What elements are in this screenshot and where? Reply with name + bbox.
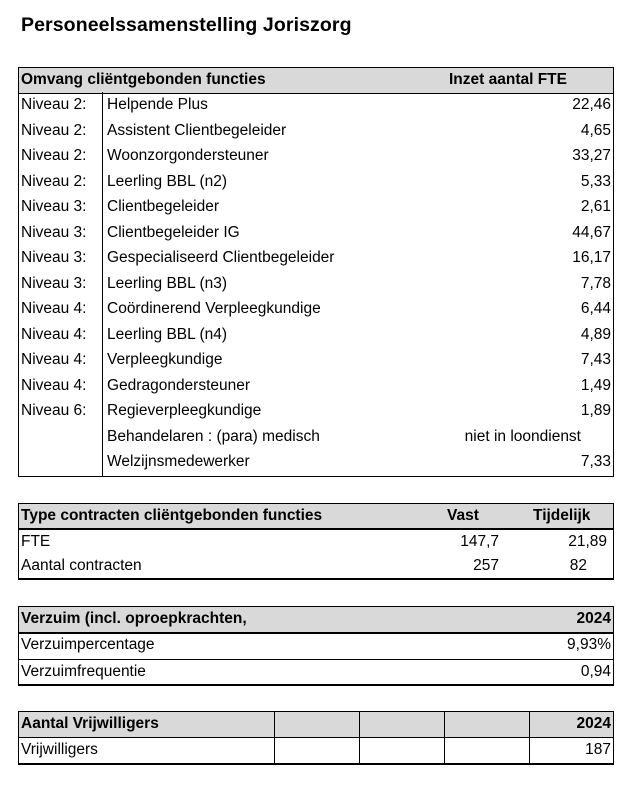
table-row bbox=[19, 373, 613, 399]
function-cell: Leerling BBL (n4) bbox=[107, 325, 228, 343]
level-cell: Niveau 2: bbox=[21, 96, 87, 113]
level-cell: Niveau 3: bbox=[21, 223, 87, 241]
table-row bbox=[19, 245, 613, 271]
table-row bbox=[19, 322, 613, 348]
volunteers-row-value: 187 bbox=[585, 741, 611, 758]
absenteeism-table-header bbox=[18, 606, 614, 634]
fte-cell: 7,43 bbox=[580, 351, 611, 368]
contract-vast-value: 147,7 bbox=[460, 533, 499, 550]
contract-tijdelijk-value: 82 bbox=[569, 557, 587, 574]
contract-table-header bbox=[18, 503, 614, 530]
table-row bbox=[19, 449, 613, 475]
contract-types-table bbox=[18, 503, 614, 580]
function-cell: Assistent Clientbegeleider bbox=[107, 121, 287, 139]
absenteeism-row-label: Verzuimfrequentie bbox=[21, 663, 146, 680]
fte-cell: 33,27 bbox=[572, 147, 611, 164]
fte-cell: niet in loondienst bbox=[464, 427, 581, 445]
fte-cell: 22,46 bbox=[572, 96, 611, 113]
fte-cell: 16,17 bbox=[572, 249, 611, 266]
function-cell: Leerling BBL (n3) bbox=[107, 274, 228, 292]
level-cell: Niveau 4: bbox=[21, 351, 87, 368]
function-cell: Welzijnsmedewerker bbox=[107, 453, 250, 470]
table-row bbox=[19, 398, 613, 424]
level-cell: Niveau 6: bbox=[21, 402, 87, 419]
table-row bbox=[19, 530, 613, 554]
level-cell: Niveau 4: bbox=[21, 325, 87, 343]
level-cell: Niveau 4: bbox=[21, 376, 87, 394]
vast-header-label: Vast bbox=[447, 507, 479, 524]
level-cell: Niveau 4: bbox=[21, 300, 87, 317]
function-cell: Regieverpleegkundige bbox=[107, 402, 262, 419]
fte-cell: 7,33 bbox=[580, 453, 611, 470]
function-cell: Clientbegeleider IG bbox=[107, 223, 240, 241]
fte-cell: 7,78 bbox=[580, 274, 611, 292]
table-row bbox=[19, 660, 613, 684]
table-row bbox=[19, 424, 613, 450]
level-cell: Niveau 2: bbox=[21, 121, 87, 139]
table-row bbox=[19, 143, 613, 169]
contract-row-label: FTE bbox=[21, 533, 51, 550]
functions-header-label: Omvang cliëntgebonden functies bbox=[21, 71, 266, 88]
contract-header-label: Type contracten cliëntgebonden functies bbox=[21, 507, 323, 524]
table-row bbox=[19, 194, 613, 220]
functions-fte-table bbox=[18, 67, 614, 477]
absenteeism-header-label: Verzuim (incl. oproepkrachten, bbox=[21, 610, 247, 627]
functions-table-body bbox=[19, 92, 613, 476]
absenteeism-row-label: Verzuimpercentage bbox=[21, 636, 155, 653]
fte-cell: 4,89 bbox=[580, 325, 611, 343]
absenteeism-year-label: 2024 bbox=[576, 610, 611, 627]
page-title: Personeelssamenstelling Joriszorg bbox=[21, 14, 352, 36]
table-row bbox=[19, 271, 613, 297]
function-cell: Woonzorgondersteuner bbox=[107, 147, 269, 164]
level-cell: Niveau 2: bbox=[21, 147, 87, 164]
absenteeism-row-value: 0,94 bbox=[580, 663, 611, 680]
volunteers-row-label: Vrijwilligers bbox=[21, 741, 98, 758]
function-cell: Coördinerend Verpleegkundige bbox=[107, 300, 321, 317]
table-row bbox=[19, 169, 613, 195]
contract-row-label: Aantal contracten bbox=[21, 557, 142, 574]
table-row bbox=[19, 633, 613, 660]
level-cell: Niveau 2: bbox=[21, 172, 87, 190]
level-cell: Niveau 3: bbox=[21, 274, 87, 292]
contract-vast-value: 257 bbox=[473, 557, 499, 574]
absenteeism-row-value: 9,93% bbox=[567, 636, 611, 653]
function-cell: Leerling BBL (n2) bbox=[107, 172, 228, 190]
functions-table-header bbox=[18, 67, 614, 94]
table-row bbox=[19, 92, 613, 118]
fte-cell: 1,49 bbox=[580, 376, 611, 394]
table-row bbox=[19, 737, 613, 763]
table-row bbox=[19, 347, 613, 373]
table-row bbox=[19, 220, 613, 246]
fte-cell: 5,33 bbox=[580, 172, 611, 190]
tijdelijk-header-label: Tijdelijk bbox=[533, 507, 591, 524]
function-cell: Helpende Plus bbox=[107, 96, 208, 113]
fte-cell: 44,67 bbox=[572, 223, 611, 241]
volunteers-table bbox=[18, 711, 614, 765]
function-cell: Verpleegkundige bbox=[107, 351, 223, 368]
function-cell: Gespecialiseerd Clientbegeleider bbox=[107, 249, 335, 266]
function-cell: Clientbegeleider bbox=[107, 198, 220, 215]
fte-cell: 4,65 bbox=[580, 121, 611, 139]
fte-cell: 2,61 bbox=[580, 198, 611, 215]
level-cell: Niveau 3: bbox=[21, 198, 87, 215]
function-cell: Behandelaren : (para) medisch bbox=[107, 427, 320, 445]
absenteeism-table bbox=[18, 606, 614, 686]
table-row bbox=[19, 296, 613, 322]
level-cell: Niveau 3: bbox=[21, 249, 87, 266]
function-cell: Gedragondersteuner bbox=[107, 376, 251, 394]
fte-cell: 1,89 bbox=[580, 402, 611, 419]
volunteers-year-label: 2024 bbox=[576, 715, 611, 732]
table-row bbox=[19, 554, 613, 578]
fte-header-label: Inzet aantal FTE bbox=[449, 71, 567, 88]
volunteers-header-label: Aantal Vrijwilligers bbox=[21, 715, 159, 732]
volunteers-table-header bbox=[18, 711, 614, 738]
fte-cell: 6,44 bbox=[580, 300, 611, 317]
contract-tijdelijk-value: 21,89 bbox=[568, 533, 607, 550]
table-row bbox=[19, 118, 613, 144]
